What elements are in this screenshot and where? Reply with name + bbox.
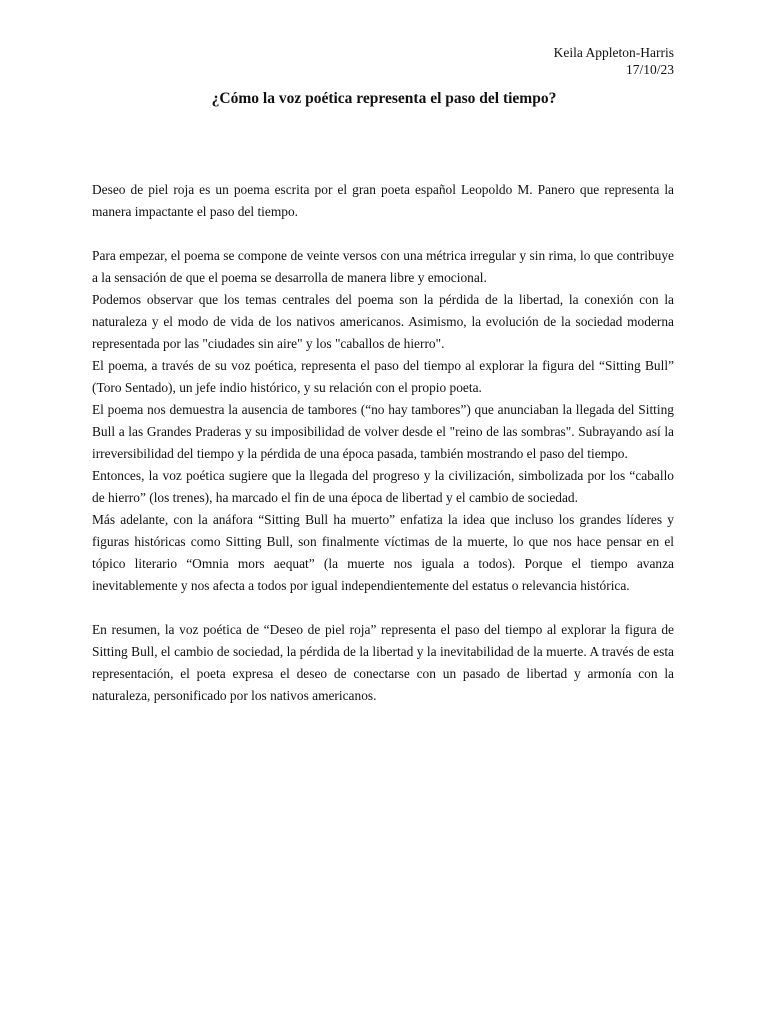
paragraph-structure: Para empezar, el poema se compone de veinte versos con una métrica irregular y sin rima, lo que contribuye a la sensación de que el poema se desarrolla de manera libre y emocional. bbox=[92, 248, 674, 285]
author-name: Keila Appleton-Harris bbox=[553, 45, 674, 60]
paragraph-drums: El poema nos demuestra la ausencia de tambores (“no hay tambores”) que anunciaban la llegada del Sitting Bull a las Grandes Praderas y su imposibilidad de volver desde el "reino de las sombras". Subrayando así la irreversibilidad del tiempo y la pérdida de una época pasada, también mostrando el paso del tiempo. bbox=[92, 402, 674, 461]
document-body bbox=[92, 179, 674, 707]
document-date: 17/10/23 bbox=[625, 62, 674, 77]
paragraph-voice: El poema, a través de su voz poética, representa el paso del tiempo al explorar la figura del “Sitting Bull” (Toro Sentado), un jefe indio histórico, y su relación con el propio poeta. bbox=[92, 358, 674, 395]
document-title: ¿Cómo la voz poética representa el paso del tiempo? bbox=[211, 90, 557, 107]
paragraph-summary: En resumen, la voz poética de “Deseo de piel roja” representa el paso del tiempo al explorar la figura de Sitting Bull, el cambio de sociedad, la pérdida de la libertad y la inevitabilidad de la muerte. A través de esta representación, el poeta expresa el deseo de conectarse con un pasado de libertad y armonía con la naturaleza, personificado por los nativos americanos. bbox=[92, 622, 674, 703]
paragraph-intro: Deseo de piel roja es un poema escrita por el gran poeta español Leopoldo M. Panero que representa la manera impactante el paso del tiempo. bbox=[92, 182, 674, 219]
paragraph-gap bbox=[92, 223, 674, 245]
paragraph-progress: Entonces, la voz poética sugiere que la llegada del progreso y la civilización, simbolizada por los “caballo de hierro” (los trenes), ha marcado el fin de una época de libertad y el cambio de sociedad. bbox=[92, 468, 674, 505]
paragraph-anaphora: Más adelante, con la anáfora “Sitting Bull ha muerto” enfatiza la idea que incluso los grandes líderes y figuras históricas como Sitting Bull, son finalmente víctimas de la muerte, lo que nos hace pensar en el tópico literario “Omnia mors aequat” (la muerte nos iguala a todos). Porque el tiempo avanza inevitablemente y nos afecta a todos por igual independientemente del estatus o relevancia histórica. bbox=[92, 512, 674, 593]
paragraph-gap bbox=[92, 597, 674, 619]
paragraph-themes: Podemos observar que los temas centrales del poema son la pérdida de la libertad, la conexión con la naturaleza y el modo de vida de los nativos americanos. Asimismo, la evolución de la sociedad moderna representada por las "ciudades sin aire" y los "caballos de hierro". bbox=[92, 292, 674, 351]
header-block bbox=[554, 44, 674, 78]
